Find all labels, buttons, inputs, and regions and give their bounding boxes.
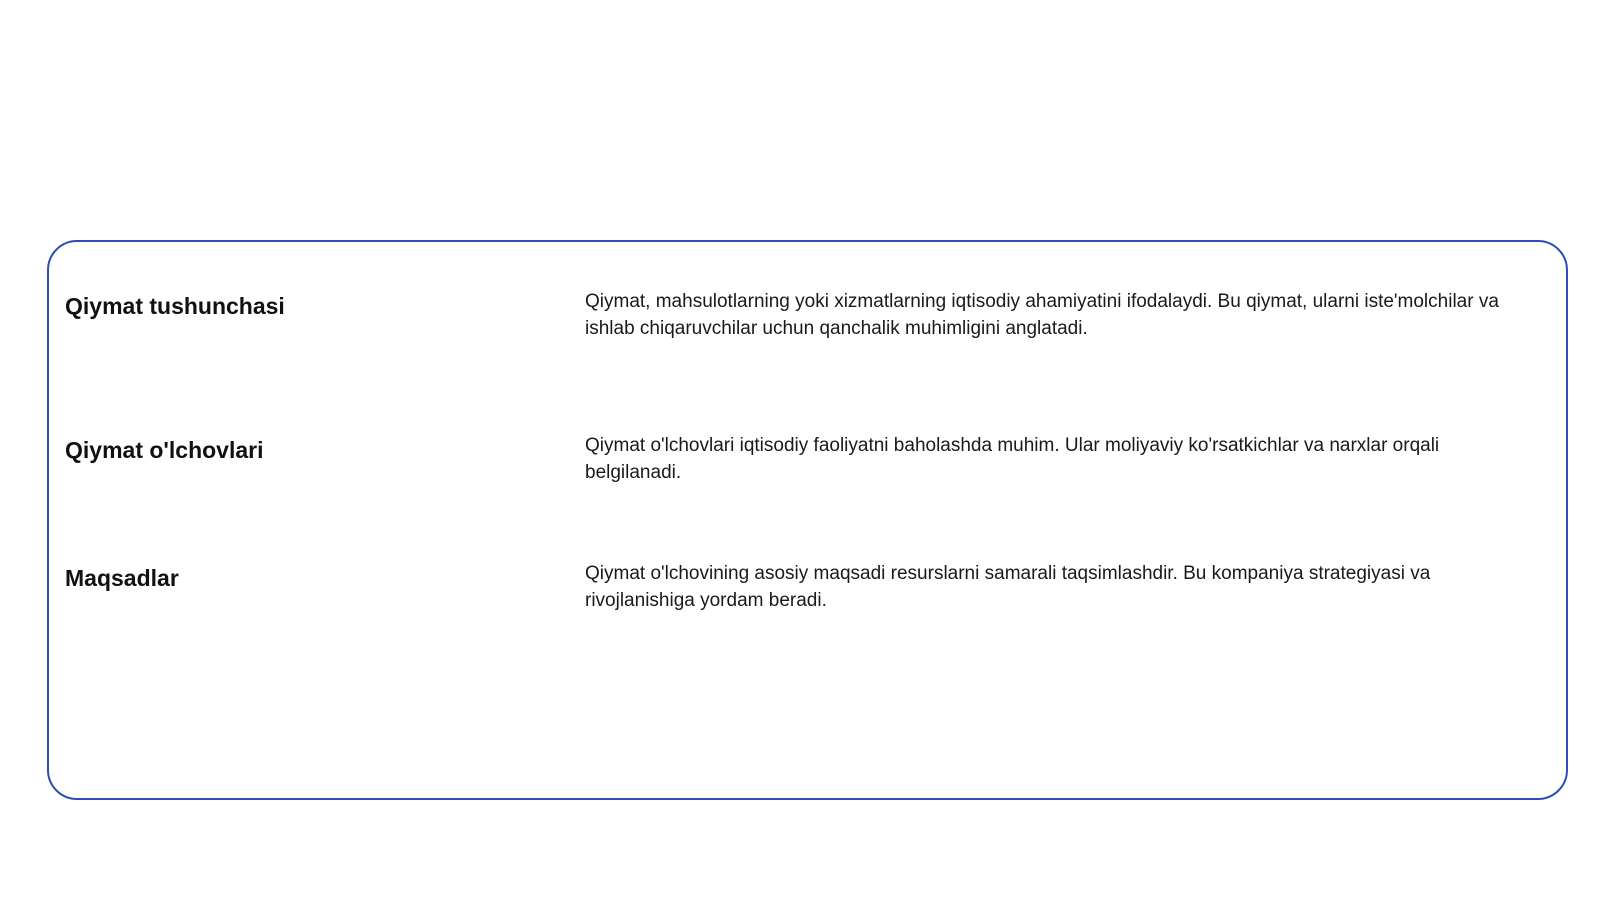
row-title: Qiymat o'lchovlari	[65, 437, 264, 463]
row-description: Qiymat o'lchovining asosiy maqsadi resurslarni samarali taqsimlashdir. Bu kompaniya strategiyasi va rivojlanishiga yordam beradi.	[585, 563, 1431, 611]
row-title: Maqsadlar	[65, 565, 179, 591]
row-description: Qiymat o'lchovlari iqtisodiy faoliyatni baholashda muhim. Ular moliyaviy ko'rsatkichlar va narxlar orqali belgilanadi.	[585, 435, 1440, 483]
row-description: Qiymat, mahsulotlarning yoki xizmatlarning iqtisodiy ahamiyatini ifodalaydi. Bu qiymat, ularni iste'molchilar va ishlab chiqaruvchilar uchun qanchalik muhimligini anglatadi.	[585, 291, 1499, 339]
content-card	[47, 240, 1568, 800]
row-title: Qiymat tushunchasi	[65, 293, 285, 319]
